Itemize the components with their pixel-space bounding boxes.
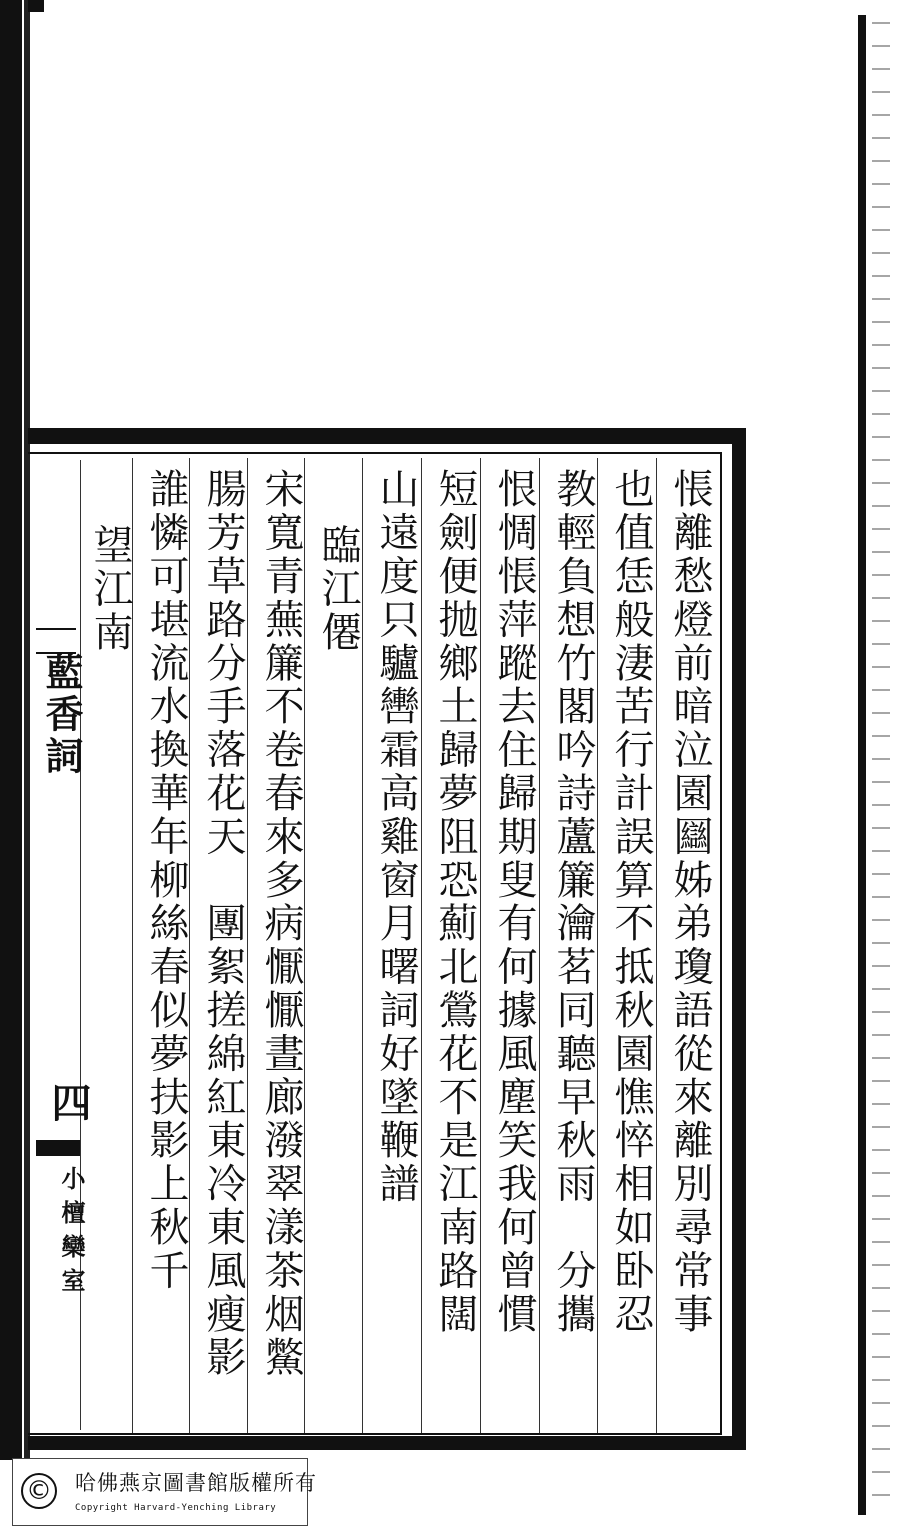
copyright-chinese: 哈佛燕京圖書館版權所有 [75, 1471, 317, 1495]
text-column-9: 腸芳草路分手落花天 團絮搓綿紅東冷東風瘦影 [200, 468, 246, 1380]
gutter-page-number: 四 [45, 1082, 92, 1122]
gutter-fish-tail-top [36, 628, 76, 654]
scan-left-edge [0, 0, 22, 1460]
text-column-6: 山遠度只驢轡霜高雞窗月曙詞好墜鞭譜 [373, 468, 419, 1206]
text-column-4: 恨惆悵萍蹤去住歸期叟有何據風塵笑我何曾慣 [491, 468, 537, 1336]
text-column-5: 短劍便抛鄉土歸夢阻恐薊北鶯花不是江南路闊 [432, 468, 478, 1336]
text-column-8: 宋寬青蕪簾不卷春來多病懨懨晝廊潑翠漾茶烟鱉 [258, 468, 304, 1380]
copyright-stamp [12, 1458, 317, 1526]
gutter-studio-name: 小檀欒室 [57, 1166, 86, 1302]
scan-right-edge [858, 15, 866, 1515]
text-column-10: 誰憐可堪流水換華年柳絲春似夢扶影上秋千 [143, 468, 189, 1293]
gutter-fish-tail-bottom [36, 1140, 80, 1156]
scan-right-speckle [872, 15, 890, 1515]
copyright-english: Copyright Harvard-Yenching Library [75, 1503, 277, 1513]
copyright-icon: © [21, 1473, 57, 1509]
poem-title-wangjiangnan: 望江南 [87, 524, 133, 655]
scan-top-mark [28, 0, 44, 12]
text-column-3: 教輕負想竹閣吟詩蘆簾瀹茗同聽早秋雨 分攜 [550, 468, 596, 1336]
text-column-2: 也值恁般淒苦行計誤算不抵秋園憔悴相如卧忍 [608, 468, 654, 1336]
poem-title-linjiangxian: 臨江僊 [315, 524, 361, 655]
text-column-1: 悵離愁燈前暗泣園圝姊弟瓊語從來離別尋常事 [667, 468, 713, 1336]
gutter-book-title: 藍香詞 [39, 652, 84, 778]
